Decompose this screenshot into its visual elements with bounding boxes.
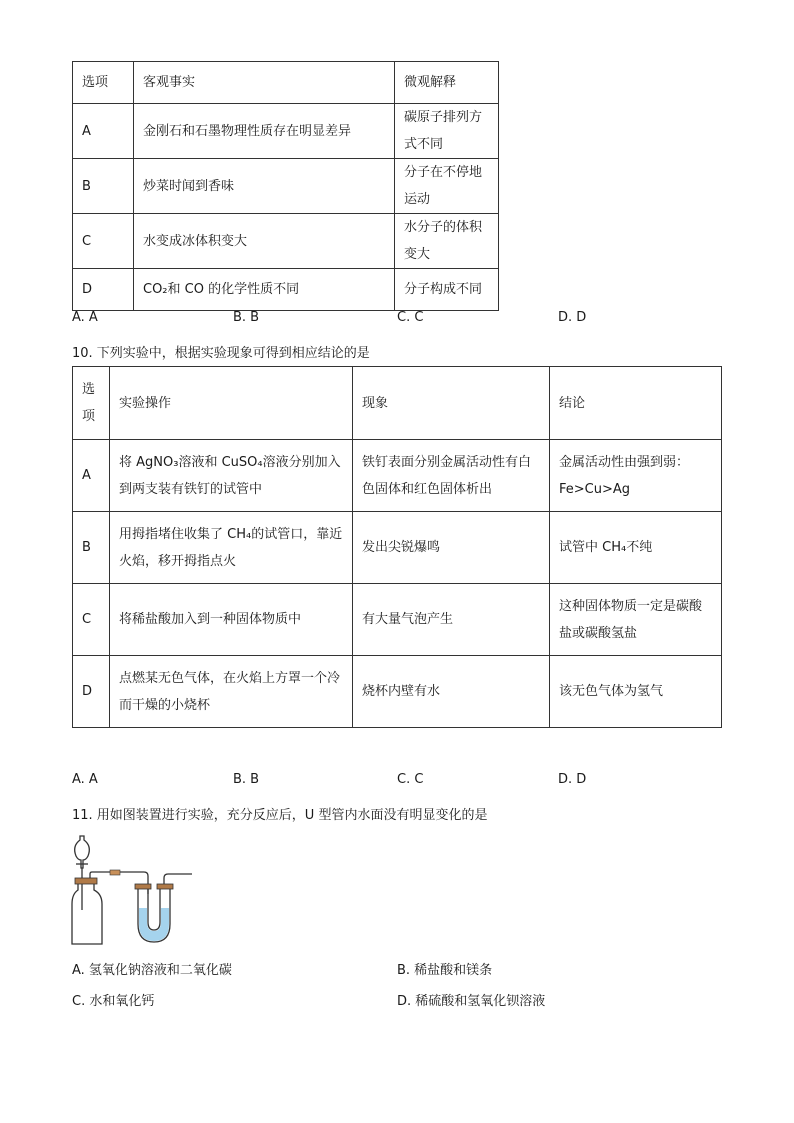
choice-a[interactable]: A. 氢氧化钠溶液和二氧化碳	[72, 963, 232, 978]
option-a[interactable]: A. A	[72, 310, 98, 325]
table-cell: A	[73, 440, 110, 512]
option-d[interactable]: D. D	[558, 772, 587, 787]
table-cell: 将稀盐酸加入到一种固体物质中	[110, 584, 353, 656]
table-cell: 有大量气泡产生	[353, 584, 550, 656]
table-header-cell: 客观事实	[134, 62, 395, 104]
fact-explanation-table	[72, 61, 499, 311]
table-cell: 炒菜时闻到香味	[134, 159, 395, 214]
table-cell: CO₂和 CO 的化学性质不同	[134, 269, 395, 311]
choice-d[interactable]: D. 稀硫酸和氢氧化钡溶液	[397, 994, 546, 1009]
q10-options	[72, 772, 722, 792]
table-cell: 分子构成不同	[395, 269, 499, 311]
table-cell: 烧杯内壁有水	[353, 656, 550, 728]
option-c[interactable]: C. C	[397, 772, 424, 787]
experiment-table	[72, 366, 722, 728]
table-cell: 碳原子排列方式不同	[395, 104, 499, 159]
table-cell: B	[73, 159, 134, 214]
table-header-cell: 结论	[550, 367, 722, 440]
table-header-cell: 实验操作	[110, 367, 353, 440]
table-cell: D	[73, 656, 110, 728]
table-row	[73, 440, 722, 512]
table-row	[73, 269, 499, 311]
table-cell: A	[73, 104, 134, 159]
table-header-cell: 现象	[353, 367, 550, 440]
option-b[interactable]: B. B	[233, 310, 260, 325]
flask-u-tube-apparatus-icon	[66, 834, 206, 950]
table-cell: 该无色气体为氢气	[550, 656, 722, 728]
q9-options	[72, 310, 722, 330]
table-cell: 铁钉表面分别金属活动性有白色固体和红色固体析出	[353, 440, 550, 512]
table-header-cell: 选项	[73, 62, 134, 104]
choice-c[interactable]: C. 水和氧化钙	[72, 994, 155, 1009]
choice-b[interactable]: B. 稀盐酸和镁条	[397, 963, 493, 978]
table-cell: 水变成冰体积变大	[134, 214, 395, 269]
table-cell: B	[73, 512, 110, 584]
table-cell: D	[73, 269, 134, 311]
table-cell: 金属活动性由强到弱：Fe>Cu>Ag	[550, 440, 722, 512]
option-c[interactable]: C. C	[397, 310, 424, 325]
table-header-row	[73, 62, 499, 104]
table-cell: 点燃某无色气体，在火焰上方罩一个冷而干燥的小烧杯	[110, 656, 353, 728]
table-cell: 这种固体物质一定是碳酸盐或碳酸氢盐	[550, 584, 722, 656]
table-row	[73, 159, 499, 214]
table-header-cell: 选项	[73, 367, 110, 440]
table-row	[73, 214, 499, 269]
table-cell: 水分子的体积变大	[395, 214, 499, 269]
table-row	[73, 104, 499, 159]
table-row	[73, 512, 722, 584]
question-10-stem: 10. 下列实验中，根据实验现象可得到相应结论的是	[72, 346, 370, 361]
table-cell: 金刚石和石墨物理性质存在明显差异	[134, 104, 395, 159]
option-d[interactable]: D. D	[558, 310, 587, 325]
table-row	[73, 656, 722, 728]
table-row	[73, 584, 722, 656]
table-cell: C	[73, 584, 110, 656]
table-cell: 发出尖锐爆鸣	[353, 512, 550, 584]
table-cell: 用拇指堵住收集了 CH₄的试管口，靠近火焰，移开拇指点火	[110, 512, 353, 584]
table-header-cell: 微观解释	[395, 62, 499, 104]
table-cell: 分子在不停地运动	[395, 159, 499, 214]
table-cell: C	[73, 214, 134, 269]
option-a[interactable]: A. A	[72, 772, 98, 787]
option-b[interactable]: B. B	[233, 772, 260, 787]
table-header-row	[73, 367, 722, 440]
table-cell: 将 AgNO₃溶液和 CuSO₄溶液分别加入到两支装有铁钉的试管中	[110, 440, 353, 512]
table-cell: 试管中 CH₄不纯	[550, 512, 722, 584]
question-11-stem: 11. 用如图装置进行实验，充分反应后，U 型管内水面没有明显变化的是	[72, 808, 488, 823]
